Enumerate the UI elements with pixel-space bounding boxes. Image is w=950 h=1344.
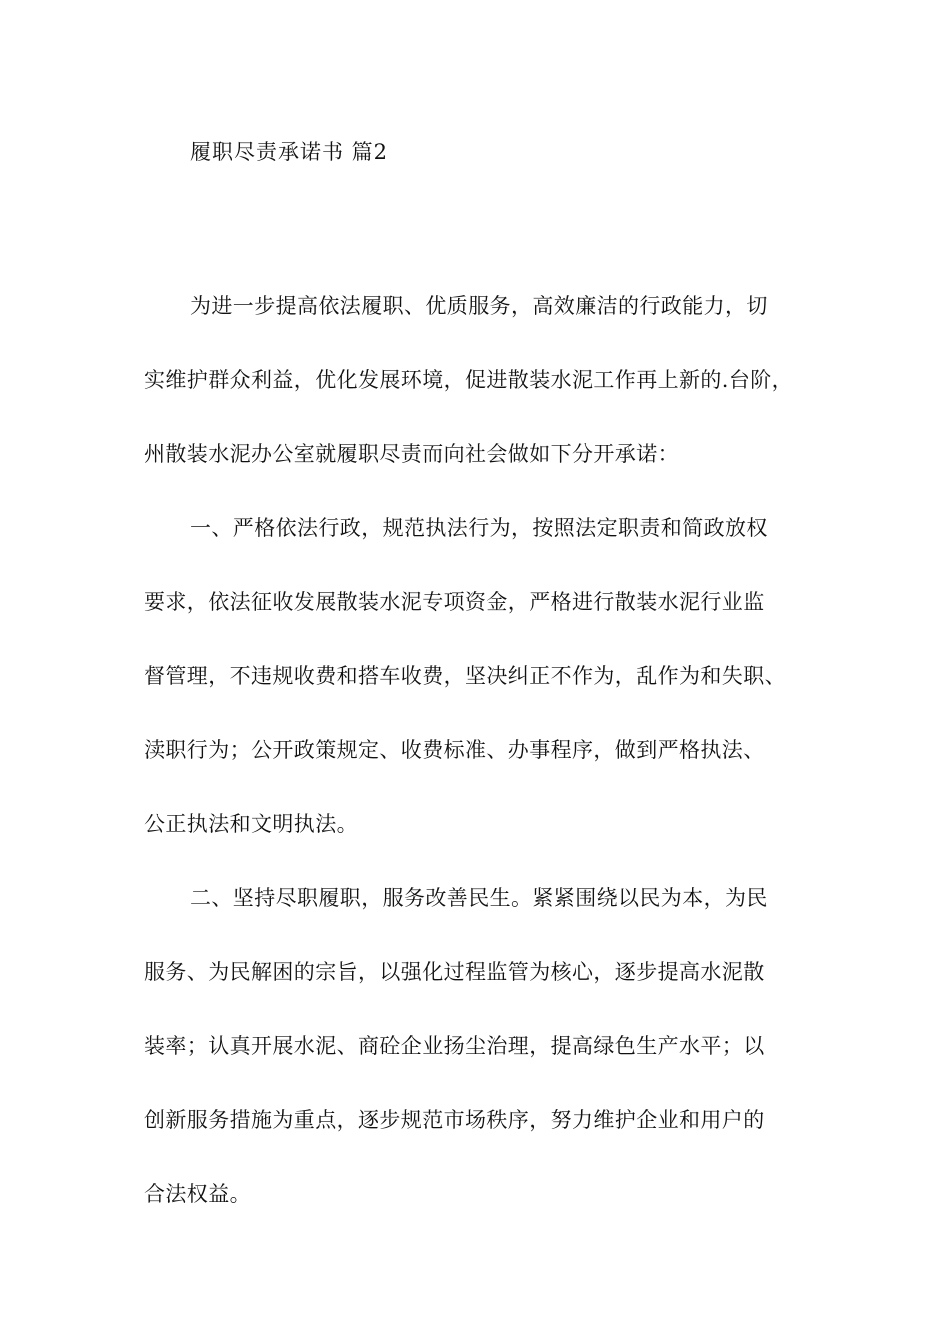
paragraph-line: 二、坚持尽职履职，服务改善民生。紧紧围绕以民为本，为民 [190,886,768,910]
paragraph-line: 一、严格依法行政，规范执法行为，按照法定职责和简政放权 [190,516,768,540]
paragraph-line: 创新服务措施为重点，逐步规范市场秩序，努力维护企业和用户的 [144,1108,765,1132]
paragraph-line: 实维护群众利益，优化发展环境，促进散装水泥工作再上新的.台阶， [144,368,794,392]
paragraph-line: 为进一步提高依法履职、优质服务，高效廉洁的行政能力，切 [190,294,768,318]
paragraph-line: 公正执法和文明执法。 [144,812,358,836]
paragraph-line: 装率；认真开展水泥、商砼企业扬尘治理，提高绿色生产水平；以 [144,1034,765,1058]
paragraph-line: 要求，依法征收发展散装水泥专项资金，严格进行散装水泥行业监 [144,590,765,614]
document-title: 履职尽责承诺书 篇2 [190,140,389,164]
paragraph-line: 渎职行为；公开政策规定、收费标准、办事程序，做到严格执法、 [144,738,765,762]
paragraph-line: 州散装水泥办公室就履职尽责而向社会做如下分开承诺： [144,442,679,466]
paragraph-line: 服务、为民解困的宗旨，以强化过程监管为核心，逐步提高水泥散 [144,960,765,984]
paragraph-line: 合法权益。 [144,1182,251,1206]
paragraph-line: 督管理，不违规收费和搭车收费，坚决纠正不作为，乱作为和失职、 [144,664,786,688]
